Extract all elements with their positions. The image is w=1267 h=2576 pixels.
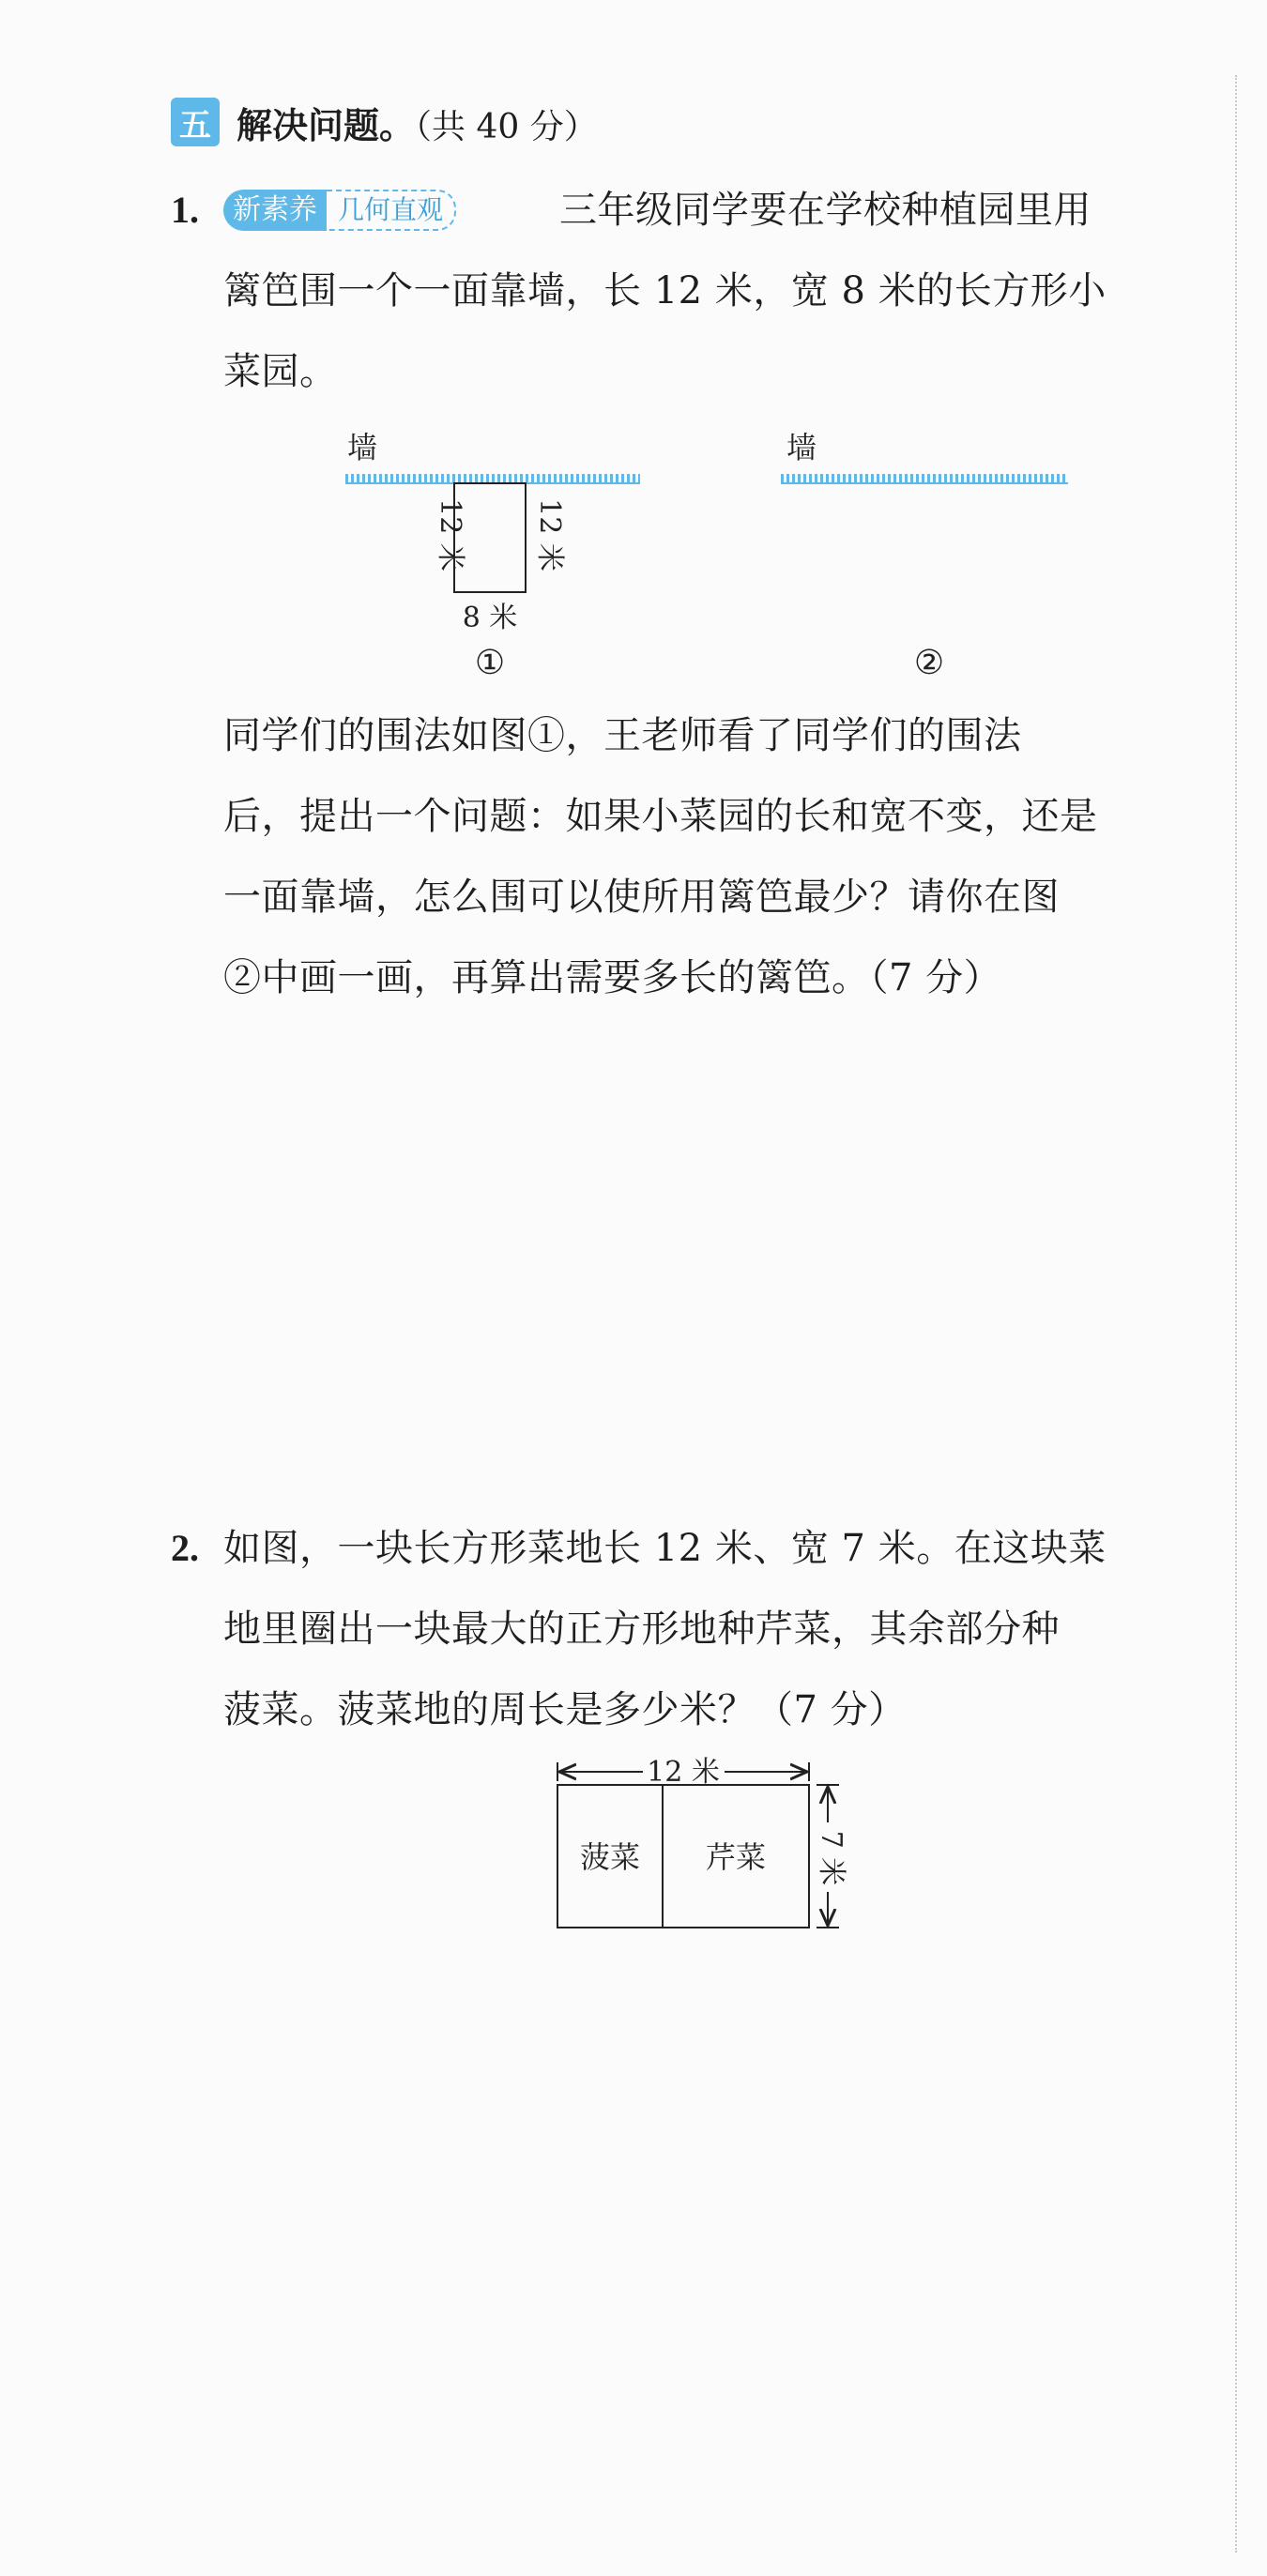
figure-2-caption: ② [913,644,945,682]
figure-q2-spinach: 菠菜 [579,1839,641,1875]
q2-line-3: 菠菜。菠菜地的周长是多少米？（7 分） [223,1688,907,1731]
q1-line-1: 三年级同学要在学校种植园里用 [559,189,1091,232]
figure-1-caption: ① [474,644,506,682]
figure-1 [328,413,666,694]
q2-line-1: 如图，一块长方形菜地长 12 米、宽 7 米。在这块菜 [223,1527,1107,1570]
section-badge: 五 [171,98,220,146]
figure-1-bottom-side: 8 米 [462,602,518,634]
question-2-number: 2. [171,1527,199,1569]
section-header [171,94,598,150]
figure-1-right-side: 12 米 [533,498,566,572]
section-points: （共 40 分） [415,107,598,146]
figure-q2-length-label: 12 米 [647,1756,720,1789]
q1-line-7: ②中画一画，再算出需要多长的篱笆。（7 分） [223,956,1002,999]
q1-line-3: 菜园。 [223,350,338,393]
q1-line-5: 后，提出一个问题：如果小菜园的长和宽不变，还是 [223,795,1098,838]
figure-q2-width-label: 7 米 [815,1830,847,1886]
q1-line-4: 同学们的围法如图①，王老师看了同学们的围法 [223,714,1022,757]
figure-2-wall-label: 墙 [786,430,817,465]
figure-2-wall [781,479,1068,483]
figure-1-wall-label: 墙 [347,430,378,465]
figure-q2-celery: 芹菜 [705,1839,767,1875]
section-title [237,97,598,148]
margin-dotted-line [1235,75,1237,2553]
figure-q2 [544,1745,863,1952]
q1-line-6: 一面靠墙，怎么围可以使所用篱笆最少？请你在图 [223,876,1060,919]
section-title-text: 解决问题。 [237,104,416,146]
q1-tag [223,188,456,233]
question-1-number: 1. [171,189,199,231]
tag-geometry-intuition: 几何直观 [327,190,456,231]
q1-line-2: 篱笆围一个一面靠墙，长 12 米，宽 8 米的长方形小 [223,269,1107,312]
figure-1-left-side: 12 米 [434,498,466,572]
tag-new-literacy: 新素养 [223,190,327,231]
q2-line-2: 地里圈出一块最大的正方形地种芹菜，其余部分种 [223,1608,1060,1651]
figure-2 [770,413,1089,694]
